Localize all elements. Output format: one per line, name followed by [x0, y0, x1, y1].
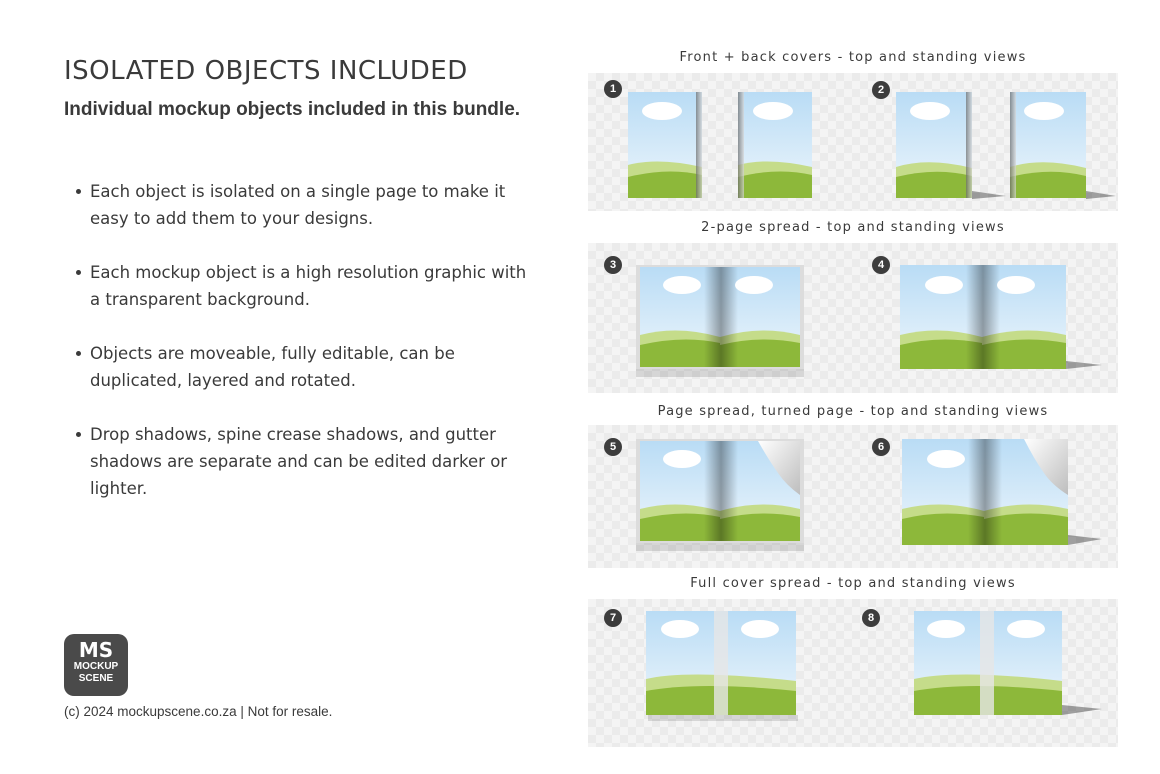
open-book-standing: [900, 265, 1102, 369]
open-book-top: [636, 265, 804, 377]
feature-list: [64, 178, 534, 529]
badge-2: 2: [872, 81, 890, 99]
page-subheading: Individual mockup objects included in this bundle.: [64, 99, 521, 120]
panel-full-cover: [588, 599, 1118, 747]
section-title-full-cover: Full cover spread - top and standing views: [690, 576, 1016, 591]
copyright-footer: (c) 2024 mockupscene.co.za | Not for resale.: [64, 704, 333, 719]
mockup-scene-logo: [64, 634, 128, 696]
book-standing-front: [896, 92, 1006, 199]
turned-page-book-top: [636, 439, 804, 551]
page-heading: ISOLATED OBJECTS INCLUDED: [64, 56, 468, 86]
badge-7: 7: [604, 609, 622, 627]
badge-4: 4: [872, 256, 890, 274]
cover-mockups: [588, 73, 1118, 211]
book-cover-front: [628, 92, 702, 198]
badge-1: 1: [604, 80, 622, 98]
info-column: [0, 0, 560, 774]
full-cover-standing: [914, 611, 1102, 715]
turned-page-book-standing: [902, 439, 1102, 545]
badge-5: 5: [604, 438, 622, 456]
logo-word-2: SCENE: [78, 673, 114, 684]
logo-mark: MS: [78, 638, 114, 662]
full-cover-mockups: [588, 599, 1118, 747]
book-standing-back: [1010, 92, 1116, 199]
panel-turned-page: [588, 425, 1118, 568]
objects-column: [588, 0, 1118, 774]
section-title-covers: Front + back covers - top and standing views: [679, 50, 1027, 65]
feature-item: Objects are moveable, fully editable, can be duplicated, layered and rotated.: [64, 340, 534, 394]
feature-item: Each mockup object is a high resolution graphic with a transparent background.: [64, 259, 534, 313]
logo-word-1: MOCKUP: [73, 661, 119, 672]
panel-covers: [588, 73, 1118, 211]
feature-item: Each object is isolated on a single page to make it easy to add them to your designs.: [64, 178, 534, 232]
badge-8: 8: [862, 609, 880, 627]
badge-6: 6: [872, 438, 890, 456]
turned-page-mockups: [588, 425, 1118, 568]
section-title-turned-page: Page spread, turned page - top and standing views: [657, 404, 1049, 419]
panel-2-page-spread: [588, 243, 1118, 393]
badge-3: 3: [604, 256, 622, 274]
book-cover-back: [738, 92, 812, 198]
spread-mockups: [588, 243, 1118, 393]
section-title-2-page-spread: 2-page spread - top and standing views: [701, 220, 1005, 235]
full-cover-top: [646, 611, 798, 721]
feature-item: Drop shadows, spine crease shadows, and gutter shadows are separate and can be edited darker or lighter.: [64, 421, 534, 502]
